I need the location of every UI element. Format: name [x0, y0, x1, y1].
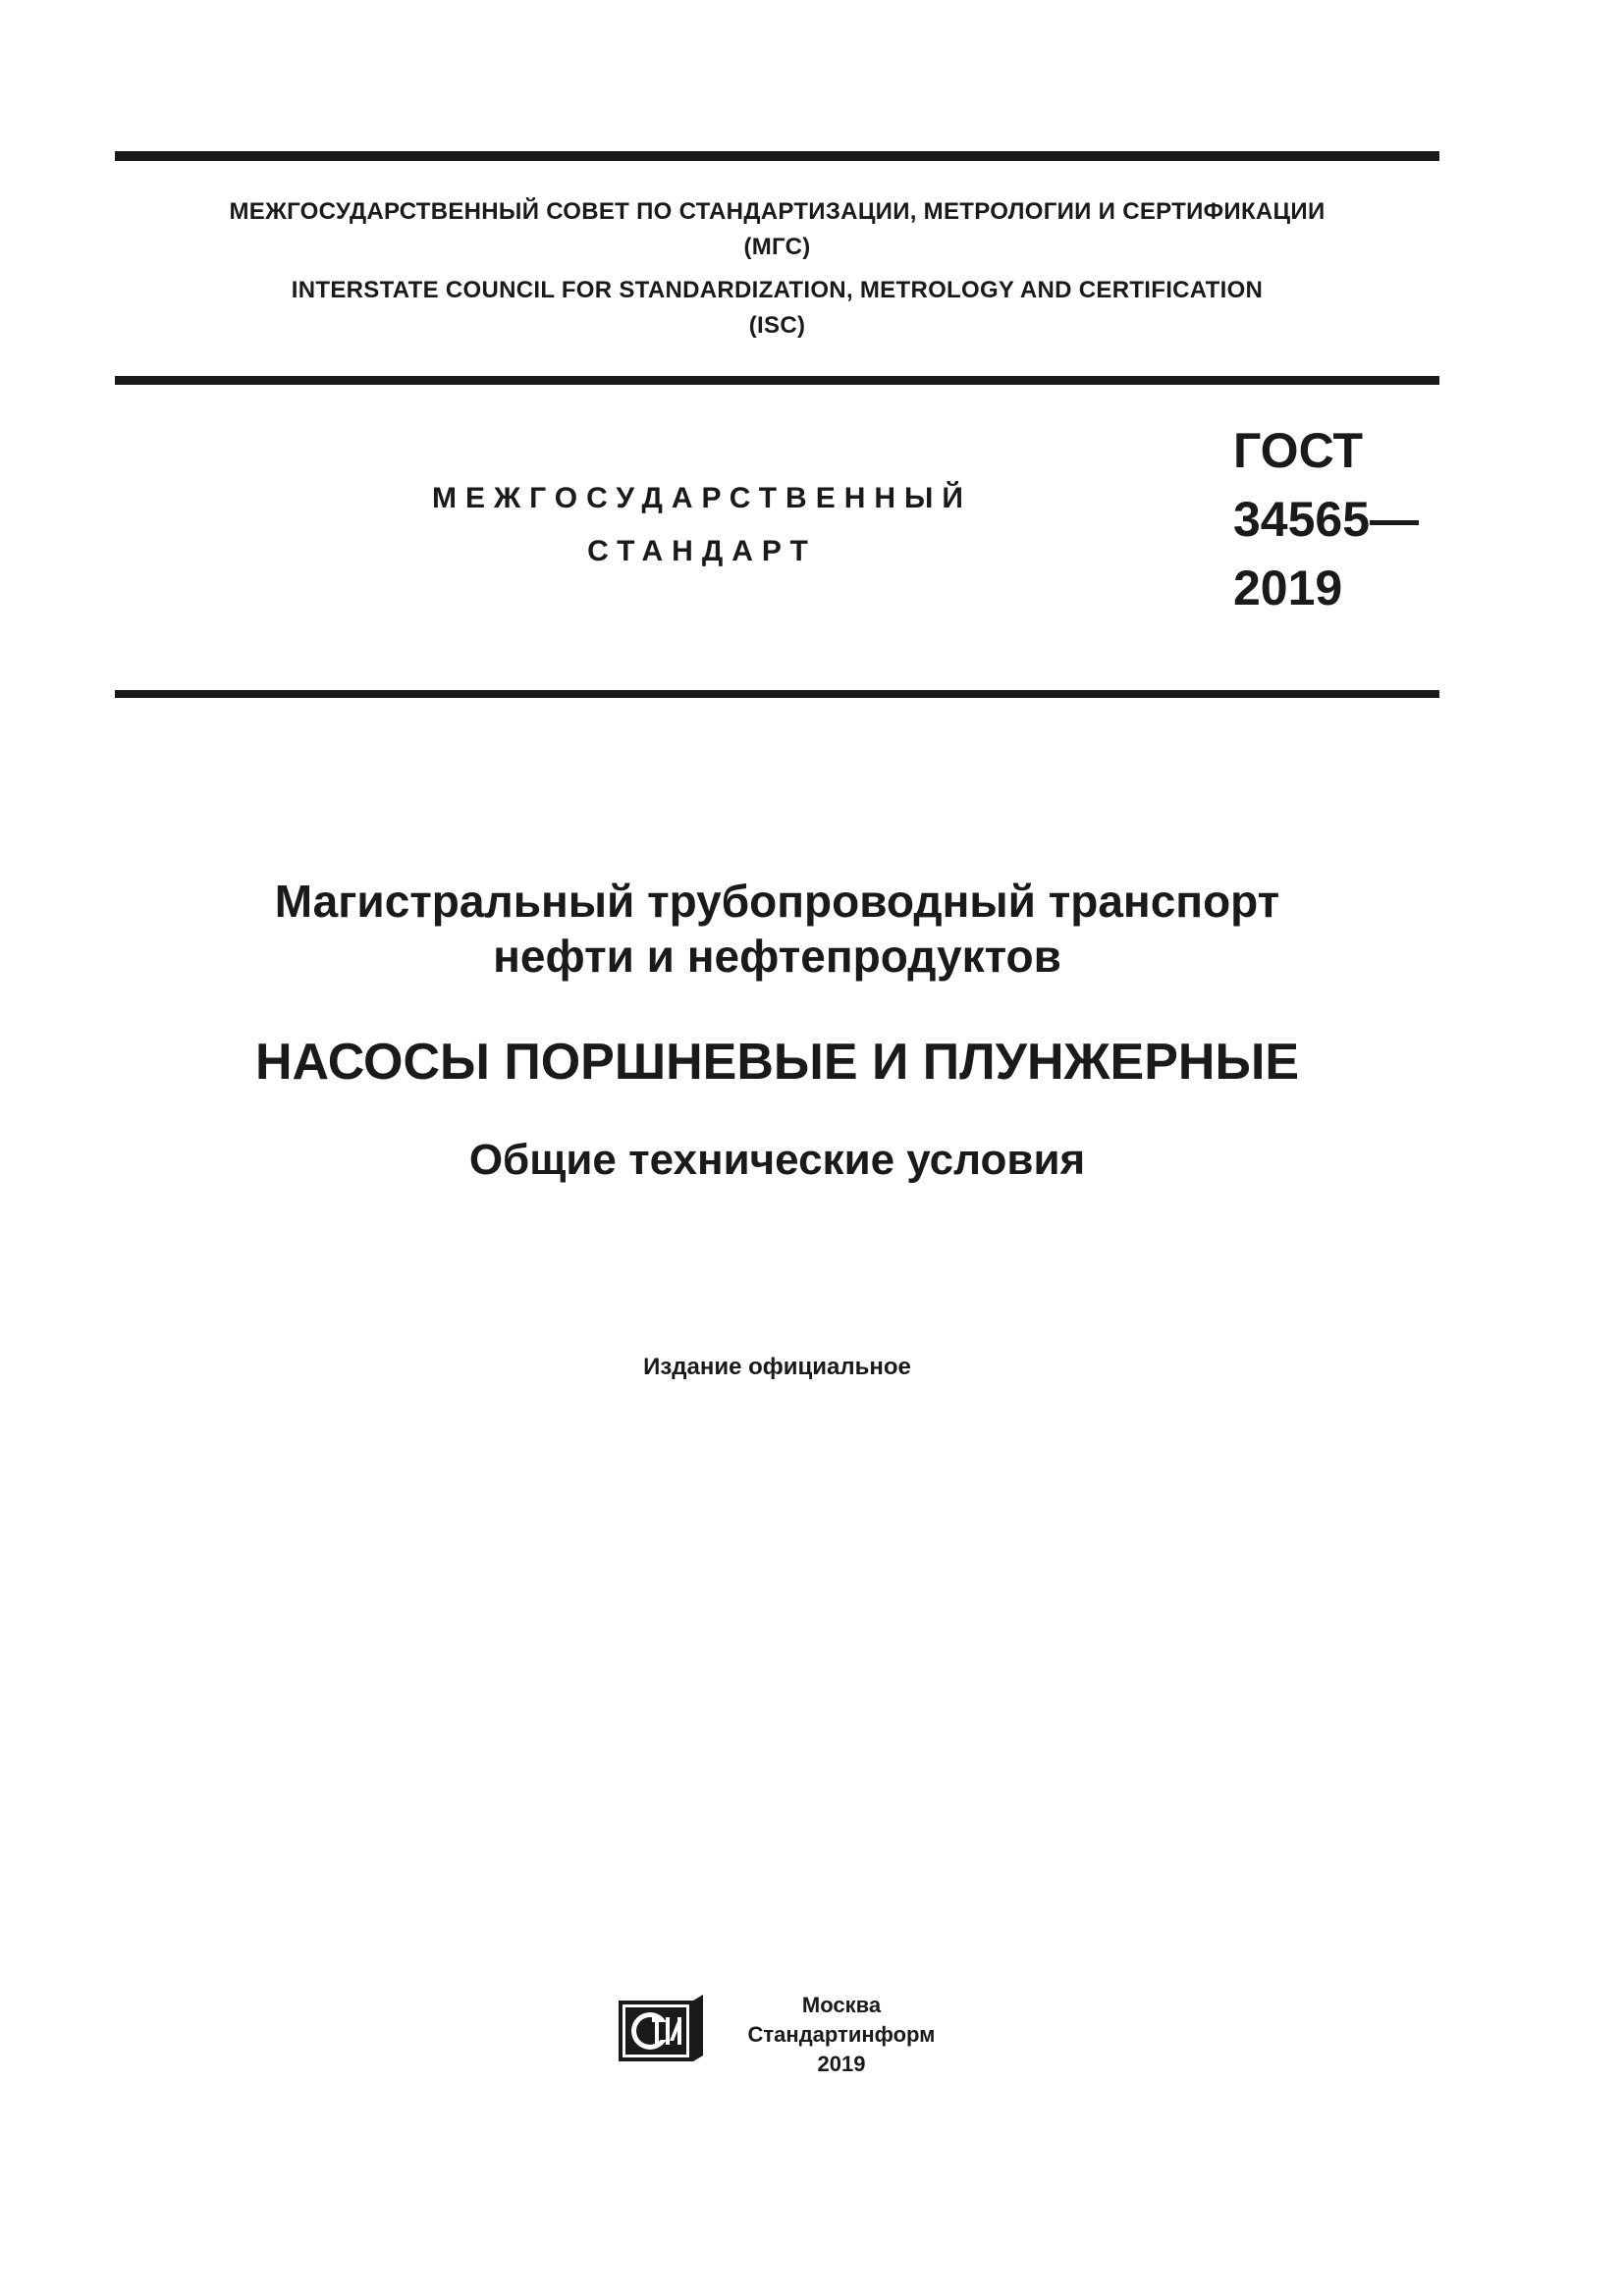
- middle-rule: [115, 376, 1439, 385]
- publisher-imprint: [719, 1991, 964, 2079]
- standard-type-line2: СТАНДАРТ: [587, 535, 817, 567]
- subject-line2: нефти и нефтепродуктов: [493, 931, 1061, 982]
- council-name-en: [115, 273, 1439, 344]
- council-name-en-line1: INTERSTATE COUNCIL FOR STANDARDIZATION, METROLOGY AND CERTIFICATION: [291, 277, 1264, 303]
- document-title: НАСОСЫ ПОРШНЕВЫЕ И ПЛУНЖЕРНЫЕ: [254, 1034, 1300, 1091]
- publisher-year: 2019: [817, 2052, 866, 2076]
- subject-line1: Магистральный трубопроводный транспорт: [274, 876, 1280, 927]
- standard-type-line1: МЕЖГОСУДАРСТВЕННЫЙ: [432, 482, 972, 514]
- top-rule: [115, 151, 1439, 161]
- council-name-ru-line1: МЕЖГОСУДАРСТВЕННЫЙ СОВЕТ ПО СТАНДАРТИЗАЦИИ, МЕТРОЛОГИИ И СЕРТИФИКАЦИИ: [229, 198, 1326, 225]
- designation-line1: ГОСТ: [1233, 423, 1363, 478]
- designation-line3: 2019: [1233, 561, 1343, 615]
- council-abbr-ru: (МГС): [743, 234, 811, 260]
- standard-designation: [1233, 416, 1419, 622]
- document-subtitle: Общие технические условия: [468, 1136, 1086, 1184]
- edition-note: Издание официальное: [643, 1354, 911, 1380]
- publisher-name: Стандартинформ: [747, 2022, 936, 2047]
- publisher-city: Москва: [801, 1993, 882, 2017]
- council-abbr-en: (ISC): [748, 312, 806, 339]
- document-subject: [115, 874, 1439, 984]
- standard-type-label: [334, 472, 1070, 578]
- bottom-rule: [115, 690, 1439, 698]
- standartinform-logo-icon: [617, 1993, 705, 2067]
- council-name-ru: [115, 194, 1439, 265]
- designation-line2: 34565—: [1233, 492, 1420, 547]
